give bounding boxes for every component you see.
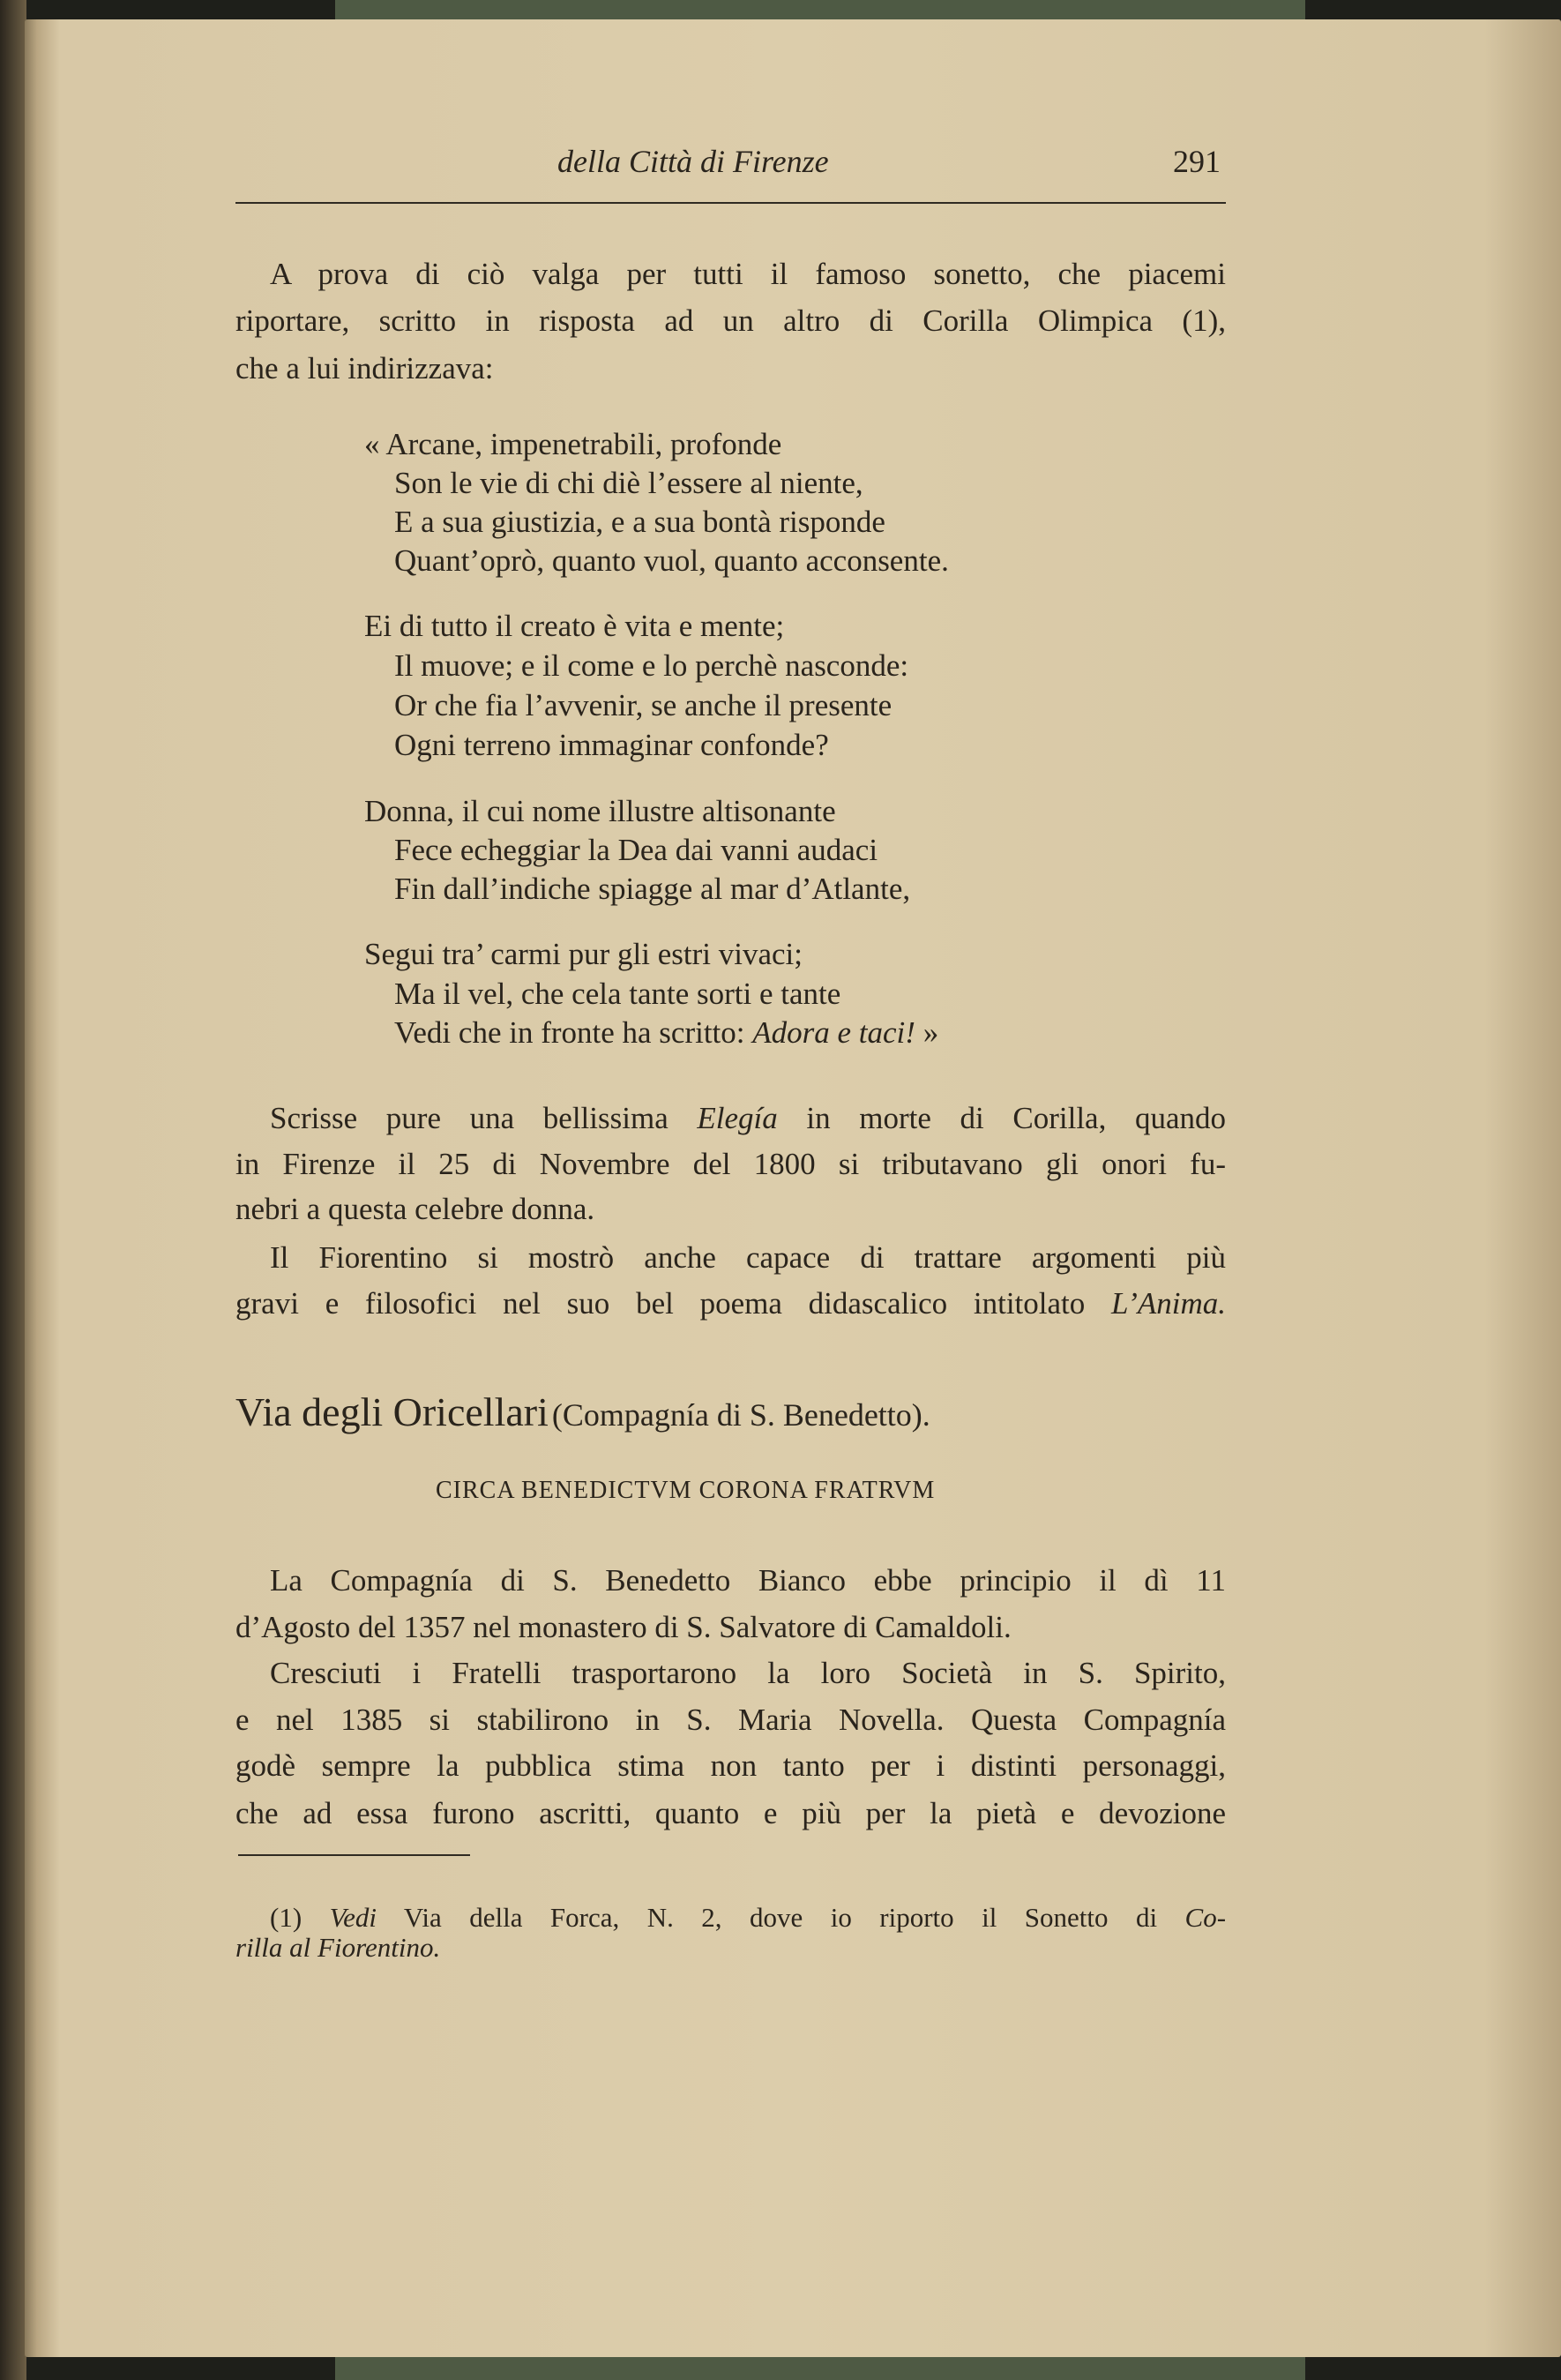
text-run: d’Agosto del 1357 nel monastero di S. Salvatore di Camaldoli. [235,1610,1012,1644]
text-run: Scrisse pure una bellissima [270,1101,698,1135]
text-line [235,1145,1226,1184]
text-run: Donna, il cui nome illustre altisonante [364,794,836,828]
page-number: 291 [1173,144,1221,179]
footnote-line [235,1928,440,1967]
text-run: « Arcane, impenetrabili, profonde [364,427,782,461]
section-heading [235,1388,930,1435]
text-line [364,607,784,646]
text-run: E a sua giustizia, e a sua bontà risponde [394,505,885,539]
text-line [364,425,781,464]
text-run: Cresciuti i Fratelli trasportarono la loro Società in S. Spirito, [270,1656,1226,1690]
italic-text: Vedi [329,1902,377,1933]
text-line [394,726,829,765]
text-run: (1) [270,1902,330,1933]
text-run: Ogni terreno immaginar confonde? [394,728,829,762]
street-subtitle: (Compagnía di S. Benedetto). [551,1397,930,1433]
cover-edge-top [335,0,1305,19]
book-spine [0,0,26,2380]
text-run: nebri a questa celebre donna. [235,1192,595,1226]
italic-text: rilla al Fiorentino. [235,1932,441,1963]
text-line [270,1561,1226,1600]
text-run: A prova di ciò valga per tutti il famoso sonetto, che piacemi [270,257,1226,291]
text-line [394,647,908,685]
text-line [394,1014,938,1052]
text-run: godè sempre la pubblica stima non tanto per i distinti personaggi, [235,1748,1226,1783]
italic-text: L’Anima. [1111,1286,1226,1321]
epigraph: CIRCA BENEDICTVM CORONA FRATRVM [436,1477,936,1504]
text-line [235,1190,594,1229]
text-run: Or che fia l’avvenir, se anche il presente [394,688,893,722]
text-line [235,1701,1226,1740]
text-line [270,1654,1226,1693]
text-line [394,831,878,870]
cover-edge-bottom [335,2357,1305,2380]
text-run: Ei di tutto il creato è vita e mente; [364,609,785,643]
text-line [270,1239,1226,1277]
street-name: Via degli Oricellari [235,1389,549,1434]
text-line [394,542,949,580]
text-line [235,1608,1012,1647]
text-run: Quant’oprò, quanto vuol, quanto acconsente. [394,543,949,578]
text-run: Vedi che in fronte ha scritto: [394,1015,753,1050]
text-run: Segui tra’ carmi pur gli estri vivaci; [364,937,803,971]
text-run: Il muove; e il come e lo perchè nasconde: [394,648,909,683]
text-run: Via della Forca, N. 2, dove io riporto il Sonetto di [376,1902,1185,1933]
text-line [364,935,803,974]
text-run: che a lui indirizzava: [235,351,494,385]
text-run: » [915,1015,939,1050]
text-run: in Firenze il 25 di Novembre del 1800 si tributavano gli onori fu- [235,1147,1226,1181]
text-run: gravi e filosofici nel suo bel poema didascalico intitolato [235,1286,1112,1321]
italic-text: Co- [1184,1902,1227,1933]
italic-text: Elegía [697,1101,778,1135]
text-run: in morte di Corilla, quando [777,1101,1227,1135]
italic-text: Adora e taci! [752,1015,915,1050]
text-run: che ad essa furono ascritti, quanto e più per la pietà e devozione [235,1796,1226,1830]
text-line [235,302,1226,341]
text-run: Ma il vel, che cela tante sorti e tante [394,977,841,1011]
text-line [235,1747,1226,1785]
text-run: riportare, scritto in risposta ad un altro di Corilla Olimpica (1), [235,303,1226,338]
text-line [364,792,836,831]
text-line [394,464,863,503]
text-run: Fin dall’indiche spiagge al mar d’Atlante, [394,872,911,906]
text-line [270,1099,1226,1138]
text-line [394,975,840,1014]
header-rule [235,202,1226,204]
text-run: e nel 1385 si stabilirono in S. Maria Novella. Questa Compagnía [235,1703,1226,1737]
running-head: della Città di Firenze [557,144,829,179]
text-line [270,255,1226,294]
text-line [394,686,892,725]
footnote-rule [238,1854,470,1856]
text-line [394,503,885,542]
text-run: La Compagnía di S. Benedetto Bianco ebbe principio il dì 11 [270,1563,1226,1598]
text-run: Fece echeggiar la Dea dai vanni audaci [394,833,878,867]
text-line [235,1284,1226,1323]
text-line [235,349,494,388]
text-line [235,1794,1226,1833]
text-run: Il Fiorentino si mostrò anche capace di trattare argomenti più [270,1240,1226,1275]
text-line [394,870,910,909]
text-run: Son le vie di chi diè l’essere al niente, [394,466,863,500]
